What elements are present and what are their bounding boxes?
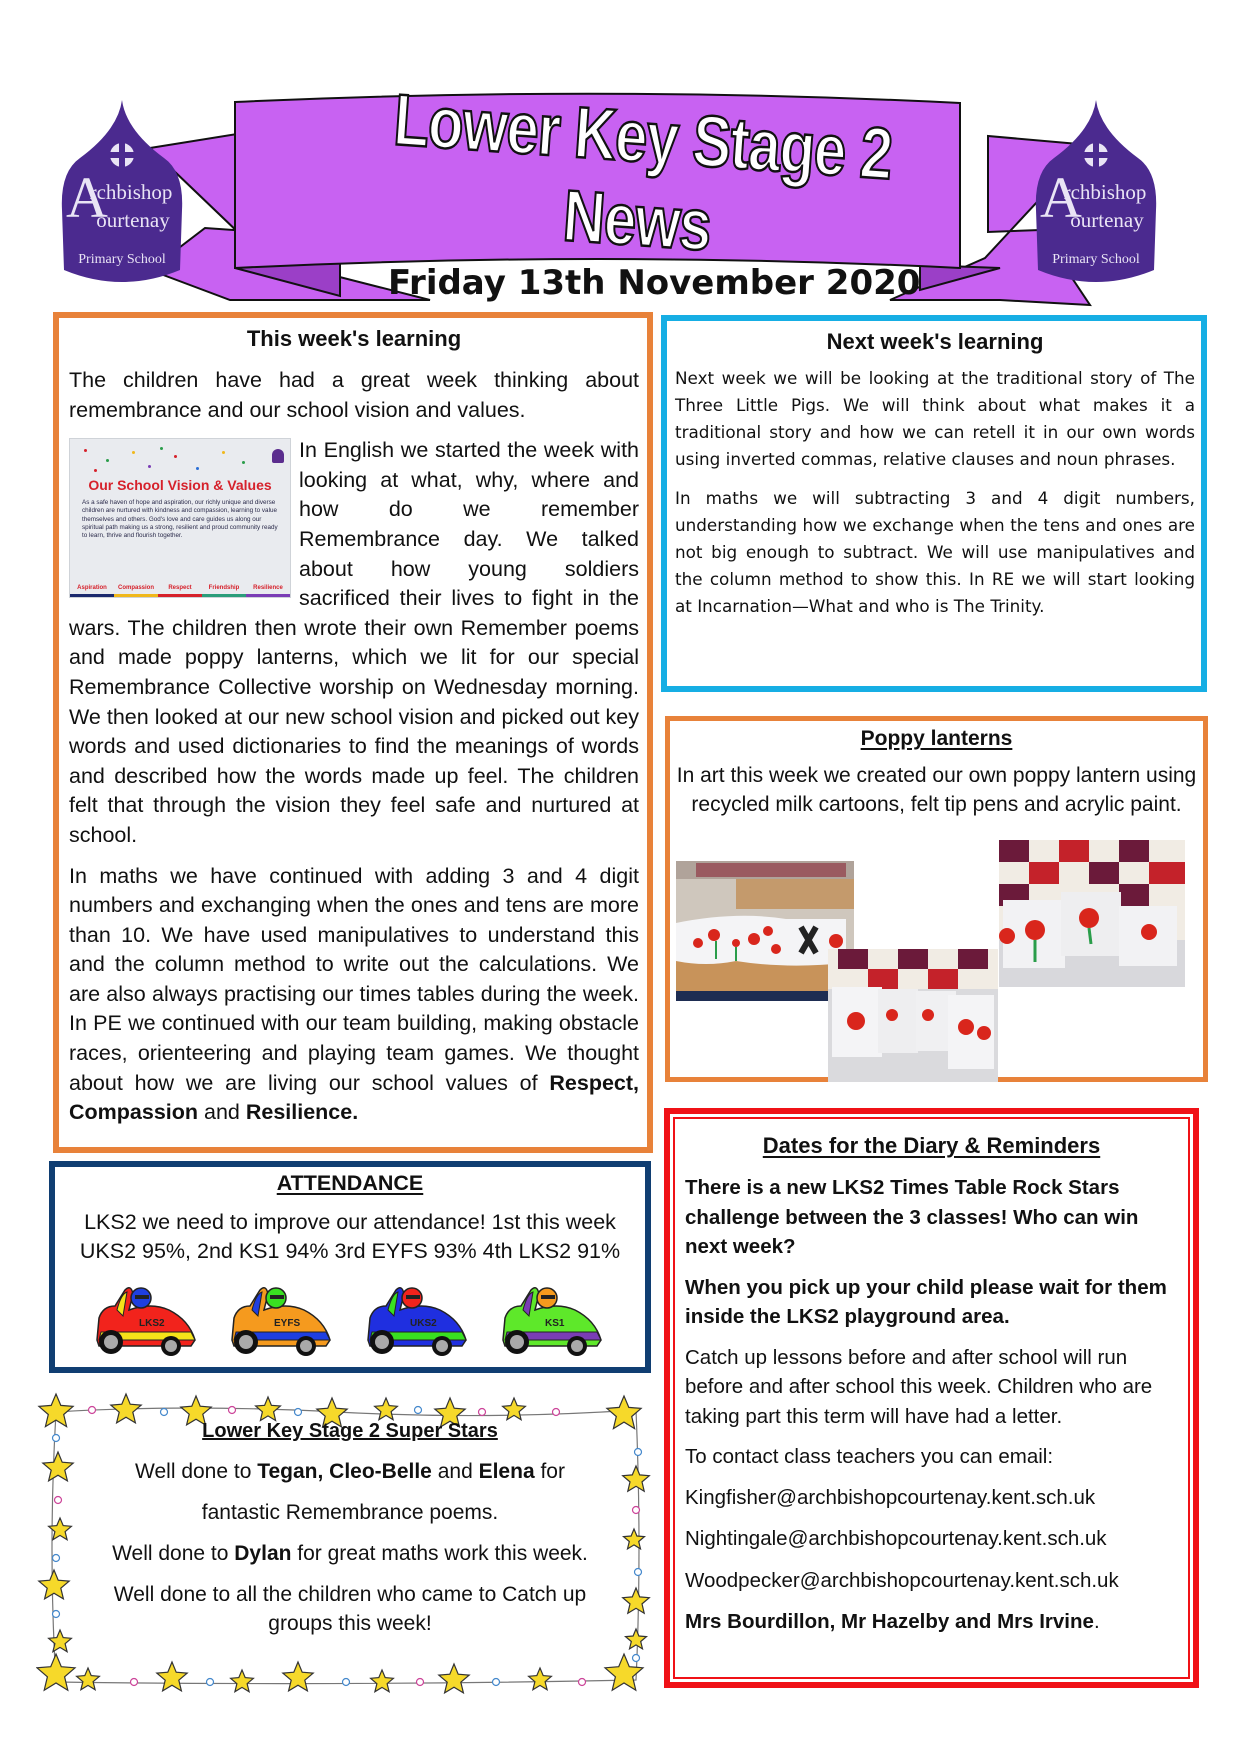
award-line-1 — [80, 1457, 620, 1486]
star-icon — [231, 1670, 254, 1692]
reminder-times-tables: There is a new LKS2 Times Table Rock Stars challenge between the 3 classes! Who can win next week? — [685, 1176, 1139, 1258]
crest-line-3: Primary School — [1052, 252, 1140, 267]
bead-icon — [635, 1449, 642, 1456]
star-icon — [49, 1630, 72, 1652]
and-text: and — [198, 1100, 246, 1125]
bead-icon — [553, 1409, 560, 1416]
star-icon — [626, 1629, 647, 1649]
pupil-name: Dylan — [234, 1542, 292, 1565]
star-icon — [39, 1570, 69, 1599]
bead-icon — [229, 1407, 236, 1414]
race-cars — [61, 1280, 639, 1360]
star-icon — [157, 1662, 187, 1691]
section-heading: Lower Key Stage 2 Super Stars — [202, 1420, 498, 1442]
value-label: Resilience — [246, 583, 290, 597]
newsletter-header — [0, 0, 1240, 320]
award-line-2: fantastic Remembrance poems. — [201, 1501, 499, 1524]
bead-icon — [53, 1611, 60, 1618]
poppy-lanterns-section — [665, 716, 1208, 1082]
crest-line-2: ourtenay — [96, 208, 170, 232]
value-label: Friendship — [202, 583, 246, 597]
confetti-dots — [76, 445, 256, 475]
lantern-photo-2 — [828, 949, 998, 1082]
star-icon — [529, 1668, 552, 1690]
vision-body: As a safe haven of hope and aspiration, our richly unique and diverse children are nurtured with kindness and compassion, learning to value themselves and others. God's love and care guides us along our spiritual path making us a strong, resilient and proud community ready to learn, thrive and flourish together. — [82, 499, 278, 540]
reminder-pickup: When you pick up your child please wait for them inside the LKS2 playground area. — [685, 1275, 1167, 1328]
maths-re-paragraph: In maths we will subtracting 3 and 4 digit numbers, understanding how we exchange when the tens and ones are not big enough to subtract. We will use manipulatives and the column method to show this. In RE we will start looking at Incarnation—What and who is The Trinity. — [675, 488, 1195, 616]
poppy-description: In art this week we created our own poppy lantern using recycled milk cartoons, felt tip pens and acrylic paint. — [676, 764, 1197, 816]
maths-text: In maths we have continued with adding 3 and 4 digit numbers and exchanging when the ones and tens are more than 10. We have used manipulatives to understand this and the column method to write out the calculations. We are also always practising our times tables during the week. In PE we continued with our team building, making obstacle races, orienteering and playing team games. We thought about how we are living our school values of — [69, 863, 639, 1095]
bead-icon — [53, 1555, 60, 1562]
bead-icon — [633, 1507, 640, 1514]
car-label: UKS2 — [409, 1318, 437, 1329]
bead-icon — [633, 1655, 640, 1662]
bead-icon — [55, 1497, 62, 1504]
award-line-3 — [80, 1539, 620, 1568]
teacher-names — [685, 1607, 1178, 1637]
value-resilience: Resilience. — [245, 1100, 359, 1125]
star-icon — [624, 1529, 645, 1549]
bead-icon — [295, 1409, 302, 1416]
maths-paragraph — [69, 862, 639, 1128]
next-weeks-learning-section — [661, 315, 1207, 692]
bead-icon — [53, 1435, 60, 1442]
bead-icon — [131, 1679, 138, 1686]
star-icon — [111, 1394, 141, 1423]
car-label: LKS2 — [138, 1318, 165, 1329]
diary-reminders-section — [664, 1108, 1199, 1688]
text: Well done to — [112, 1542, 235, 1565]
star-icon — [623, 1588, 650, 1613]
section-heading: This week's learning — [246, 326, 462, 351]
star-icon — [37, 1654, 75, 1690]
star-icon — [375, 1398, 398, 1420]
star-icon — [623, 1466, 650, 1491]
race-car-icon — [362, 1280, 474, 1360]
car-label: KS1 — [545, 1318, 565, 1329]
attendance-text: LKS2 we need to improve our attendance! 1st this week UKS2 95%, 2nd KS1 94% 3rd EYFS 93% 4th LKS2 91% — [79, 1210, 621, 1263]
text: Well done to — [135, 1460, 258, 1483]
newsletter-title: Lower Key Stage 2 News — [391, 79, 895, 267]
vision-title: Our School Vision & Values — [88, 477, 272, 494]
crest-letter-a: A — [66, 165, 108, 230]
value-label: Respect — [158, 583, 202, 597]
section-heading: Poppy lanterns — [860, 727, 1013, 750]
vision-values — [70, 583, 290, 597]
text: for great maths work this week. — [291, 1542, 588, 1565]
newsletter-date: Friday 13th November 2020 — [388, 263, 921, 303]
crest-line-3: Primary School — [78, 252, 166, 267]
star-icon — [503, 1398, 526, 1420]
email-woodpecker[interactable]: Woodpecker@archbishopcourtenay.kent.sch.uk — [685, 1568, 1119, 1592]
crest-line-1: rchbishop — [89, 180, 173, 204]
school-vision-image — [69, 438, 291, 598]
bead-icon — [161, 1409, 168, 1416]
this-weeks-learning-section — [53, 312, 653, 1153]
section-heading: Next week's learning — [826, 329, 1044, 354]
english-paragraph: In English we started the week with looking at what, why, where and how do we remember Remembrance day. We talked about how young soldiers sacrificed their lives to fight in the wars. The children then wrote their own Remember poems and made poppy lanterns, which we lit for our special Remembrance Collective worship on Wednesday morning. We then looked at our new school vision and picked out key words and used dictionaries to find the meanings of words and described how the words made up feel. The children felt that through the vision they feel safe and nurtured at school. — [69, 438, 639, 847]
bead-icon — [635, 1569, 642, 1576]
crest-line-2: ourtenay — [1070, 208, 1144, 232]
school-crest-right — [1032, 100, 1160, 290]
text: and — [431, 1460, 479, 1483]
bead-icon — [415, 1407, 422, 1414]
star-icon — [283, 1662, 313, 1691]
crest-line-1: rchbishop — [1063, 180, 1147, 204]
bead-icon — [579, 1679, 586, 1686]
bead-icon — [479, 1409, 486, 1416]
star-icon — [439, 1664, 469, 1693]
value-label: Aspiration — [70, 583, 114, 597]
crest-letter-a: A — [1040, 165, 1082, 230]
value-label: Compassion — [114, 583, 158, 597]
lantern-photo-3 — [999, 840, 1185, 987]
bead-icon — [493, 1679, 500, 1686]
attendance-section — [49, 1161, 651, 1373]
super-stars-section — [36, 1390, 660, 1700]
bead-icon — [89, 1407, 96, 1414]
star-icon — [256, 1397, 281, 1421]
school-crest-left — [58, 100, 186, 290]
race-car-icon — [497, 1280, 609, 1360]
star-icon — [77, 1668, 100, 1690]
car-label: EYFS — [274, 1318, 301, 1329]
section-heading: Dates for the Diary & Reminders — [762, 1133, 1101, 1158]
pupil-names: Tegan, Cleo-Belle — [257, 1460, 432, 1483]
bead-icon — [207, 1679, 214, 1686]
bead-icon — [343, 1679, 350, 1686]
email-kingfisher[interactable]: Kingfisher@archbishopcourtenay.kent.sch.uk — [685, 1485, 1096, 1509]
bead-icon — [417, 1679, 424, 1686]
super-stars-content — [80, 1420, 620, 1650]
pupil-name: Elena — [478, 1460, 535, 1483]
text: for — [534, 1460, 565, 1483]
reminder-catch-up: Catch up lessons before and after school will run before and after school this week. Children who are taking part this term will have had a letter. — [685, 1345, 1153, 1428]
email-nightingale[interactable]: Nightingale@archbishopcourtenay.kent.sch.uk — [685, 1527, 1107, 1550]
teachers: Mrs Bourdillon, Mr Hazelby and Mrs Irvine — [685, 1610, 1094, 1633]
text: . — [1093, 1610, 1100, 1633]
intro-paragraph: The children have had a great week thinking about remembrance and our school vision and values. — [69, 368, 639, 422]
race-car-icon — [91, 1280, 203, 1360]
star-icon — [371, 1670, 394, 1692]
section-heading: ATTENDANCE — [276, 1171, 424, 1195]
literacy-paragraph: Next week we will be looking at the traditional story of The Three Little Pigs. We will think about what makes it a traditional story and how we can retell it in our own words using inverted commas, relative clauses and noun phrases. — [675, 368, 1195, 469]
contact-intro: To contact class teachers you can email: — [685, 1445, 1054, 1468]
award-line-4: Well done to all the children who came to Catch up groups this week! — [113, 1583, 587, 1635]
value-respect-compassion: Respect, Compassion — [69, 1070, 639, 1125]
diary-inner-frame — [673, 1117, 1190, 1679]
vision-crest-icon — [272, 449, 284, 463]
star-icon — [43, 1452, 73, 1481]
race-car-icon — [226, 1280, 338, 1360]
